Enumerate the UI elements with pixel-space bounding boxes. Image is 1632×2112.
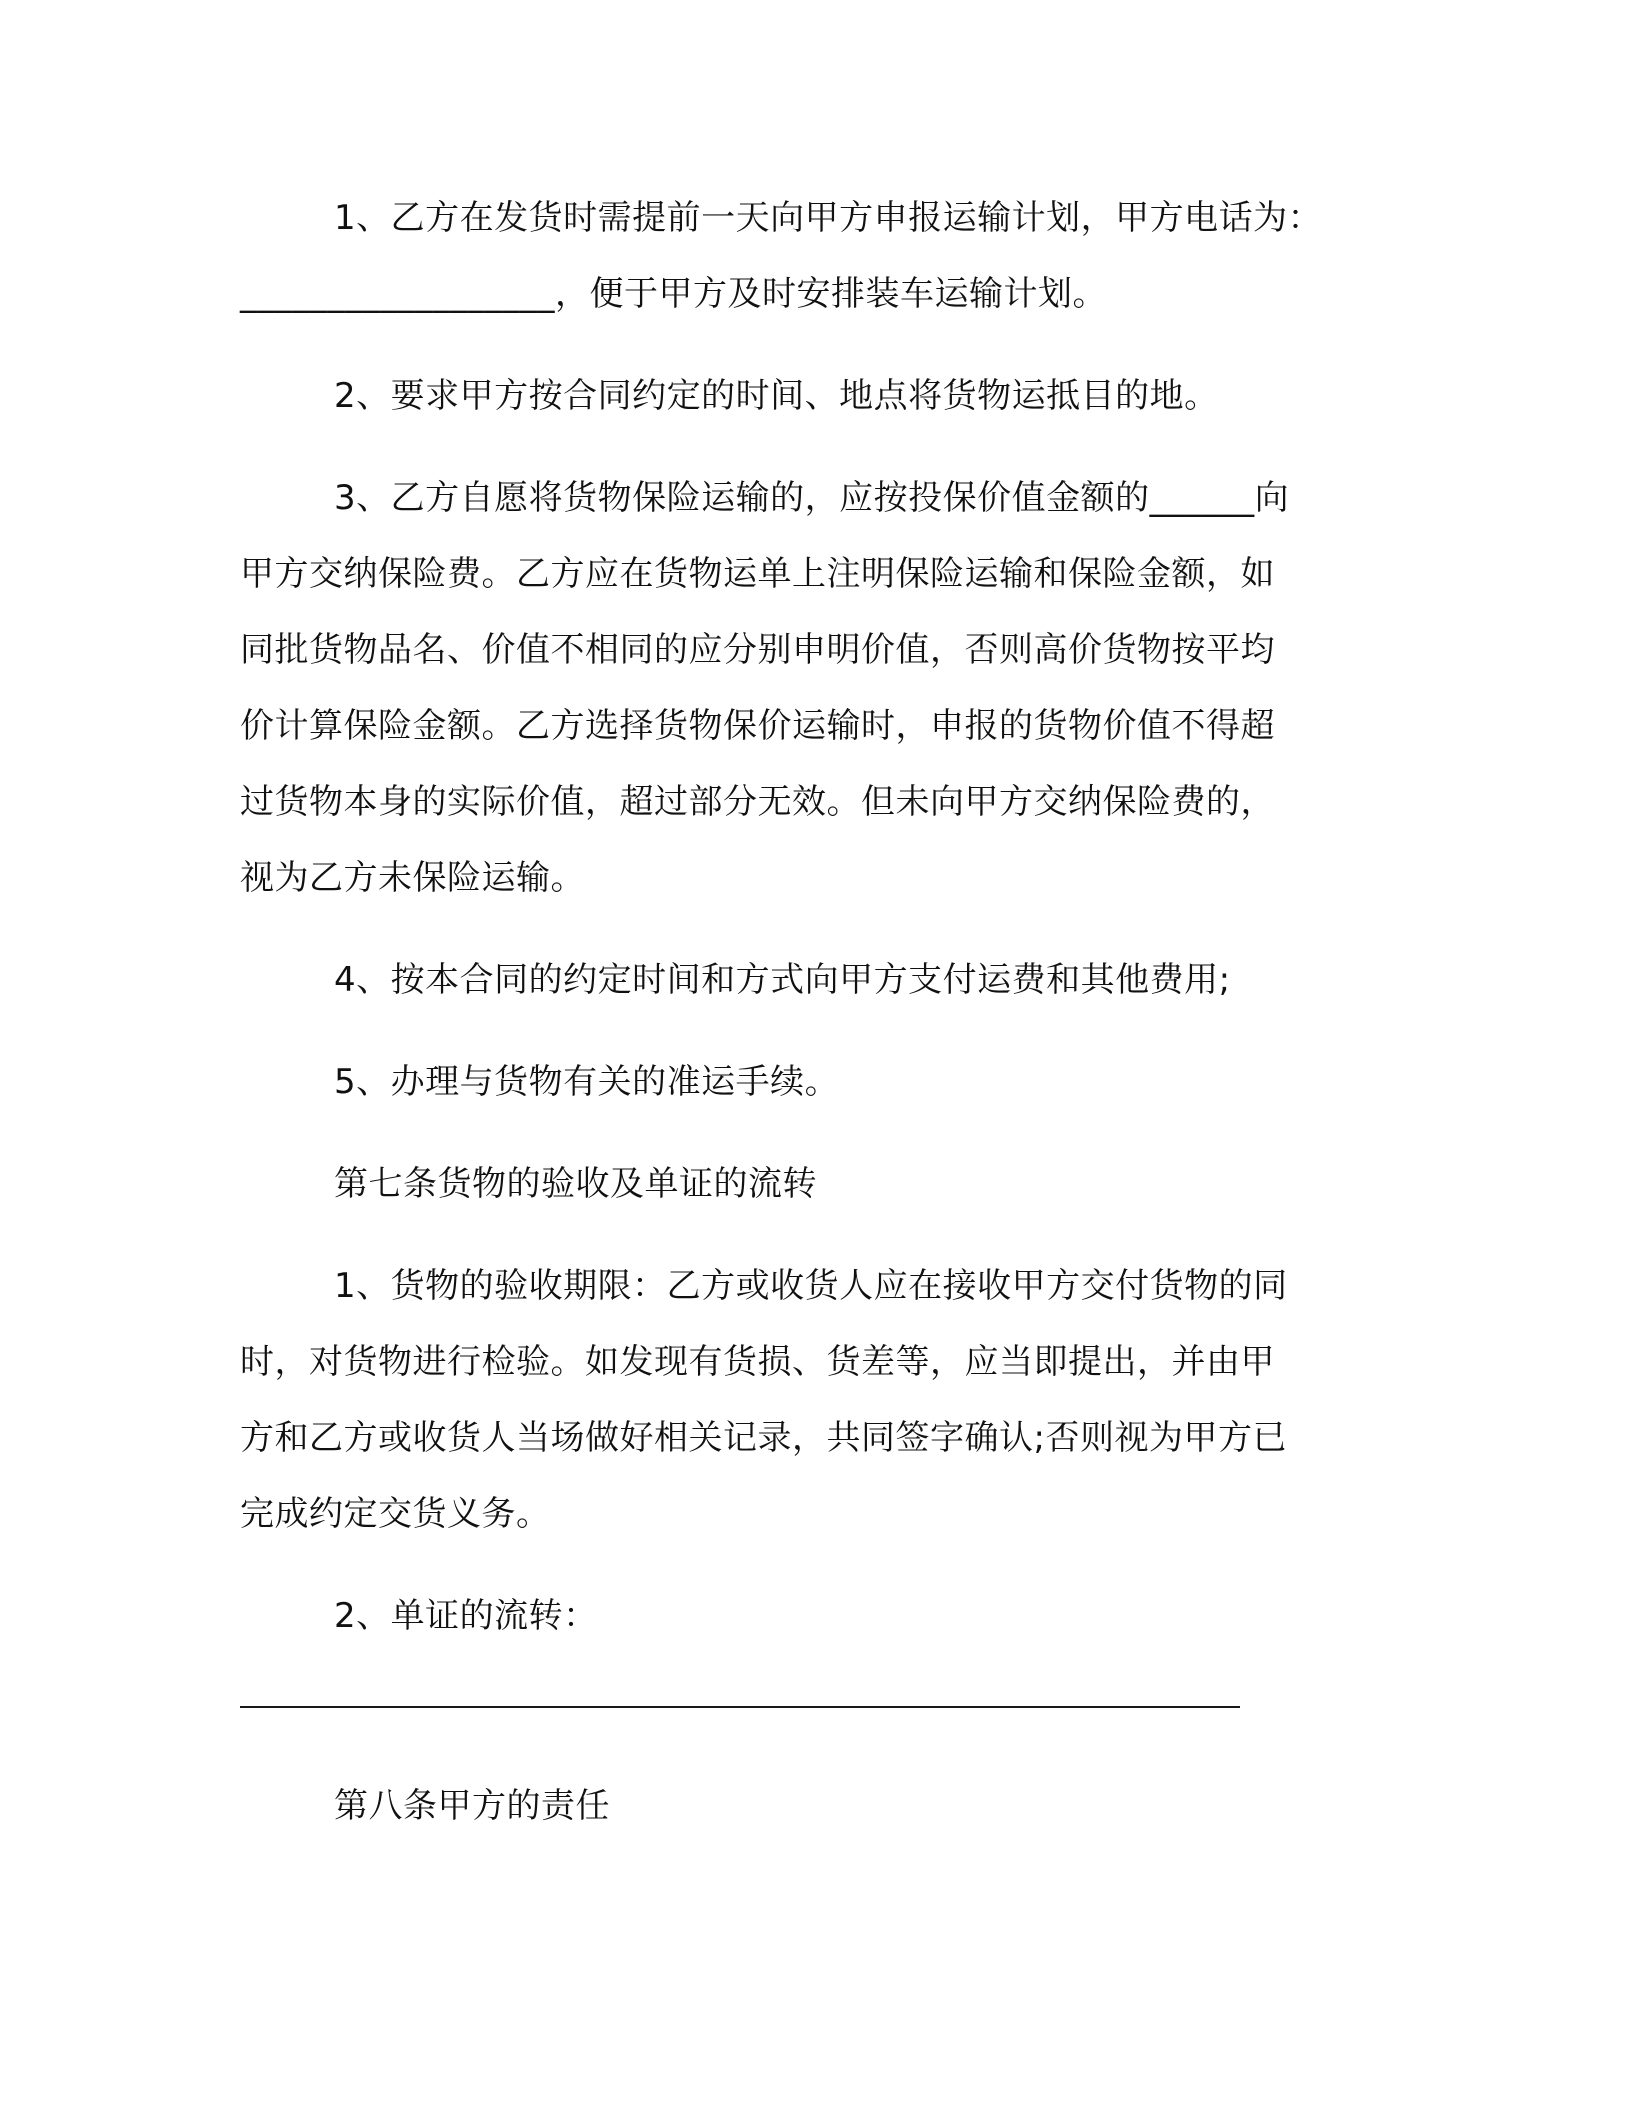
- clause-6-item-3-line-3: 同批货物品名、价值不相同的应分别申明价值，否则高价货物按平均: [240, 630, 1275, 670]
- clause-7-item-1-line-3: 方和乙方或收货人当场做好相关记录，共同签字确认;否则视为甲方已: [240, 1418, 1287, 1458]
- clause-7-item-2: 2、单证的流转：: [334, 1596, 598, 1636]
- clause-7-item-1-line-2: 时，对货物进行检验。如发现有货损、货差等，应当即提出，并由甲: [240, 1342, 1275, 1382]
- clause-8-heading: 第八条甲方的责任: [334, 1786, 610, 1826]
- clause-7-heading: 第七条货物的验收及单证的流转: [334, 1164, 817, 1204]
- clause-6-item-1-line-2: __________________，便于甲方及时安排装车运输计划。: [240, 274, 1107, 314]
- clause-6-item-5: 5、办理与货物有关的准运手续。: [334, 1062, 840, 1102]
- clause-6-item-3-line-6: 视为乙方未保险运输。: [240, 858, 585, 898]
- clause-6-item-3-line-4: 价计算保险金额。乙方选择货物保价运输时，申报的货物价值不得超: [240, 706, 1275, 746]
- clause-6-item-3-line-1: 3、乙方自愿将货物保险运输的，应按投保价值金额的______向: [334, 478, 1290, 518]
- clause-7-item-1-line-1: 1、货物的验收期限：乙方或收货人应在接收甲方交付货物的同: [334, 1266, 1288, 1306]
- clause-6-item-1-line-1: 1、乙方在发货时需提前一天向甲方申报运输计划，甲方电话为：: [334, 198, 1323, 238]
- clause-6-item-4: 4、按本合同的约定时间和方式向甲方支付运费和其他费用;: [334, 960, 1231, 1000]
- clause-6-item-3-line-2: 甲方交纳保险费。乙方应在货物运单上注明保险运输和保险金额，如: [240, 554, 1275, 594]
- clause-6-item-3-line-5: 过货物本身的实际价值，超过部分无效。但未向甲方交纳保险费的，: [240, 782, 1275, 822]
- clause-6-item-2: 2、要求甲方按合同约定的时间、地点将货物运抵目的地。: [334, 376, 1219, 416]
- clause-7-item-1-line-4: 完成约定交货义务。: [240, 1494, 551, 1534]
- blank-fill-line: [240, 1706, 1240, 1708]
